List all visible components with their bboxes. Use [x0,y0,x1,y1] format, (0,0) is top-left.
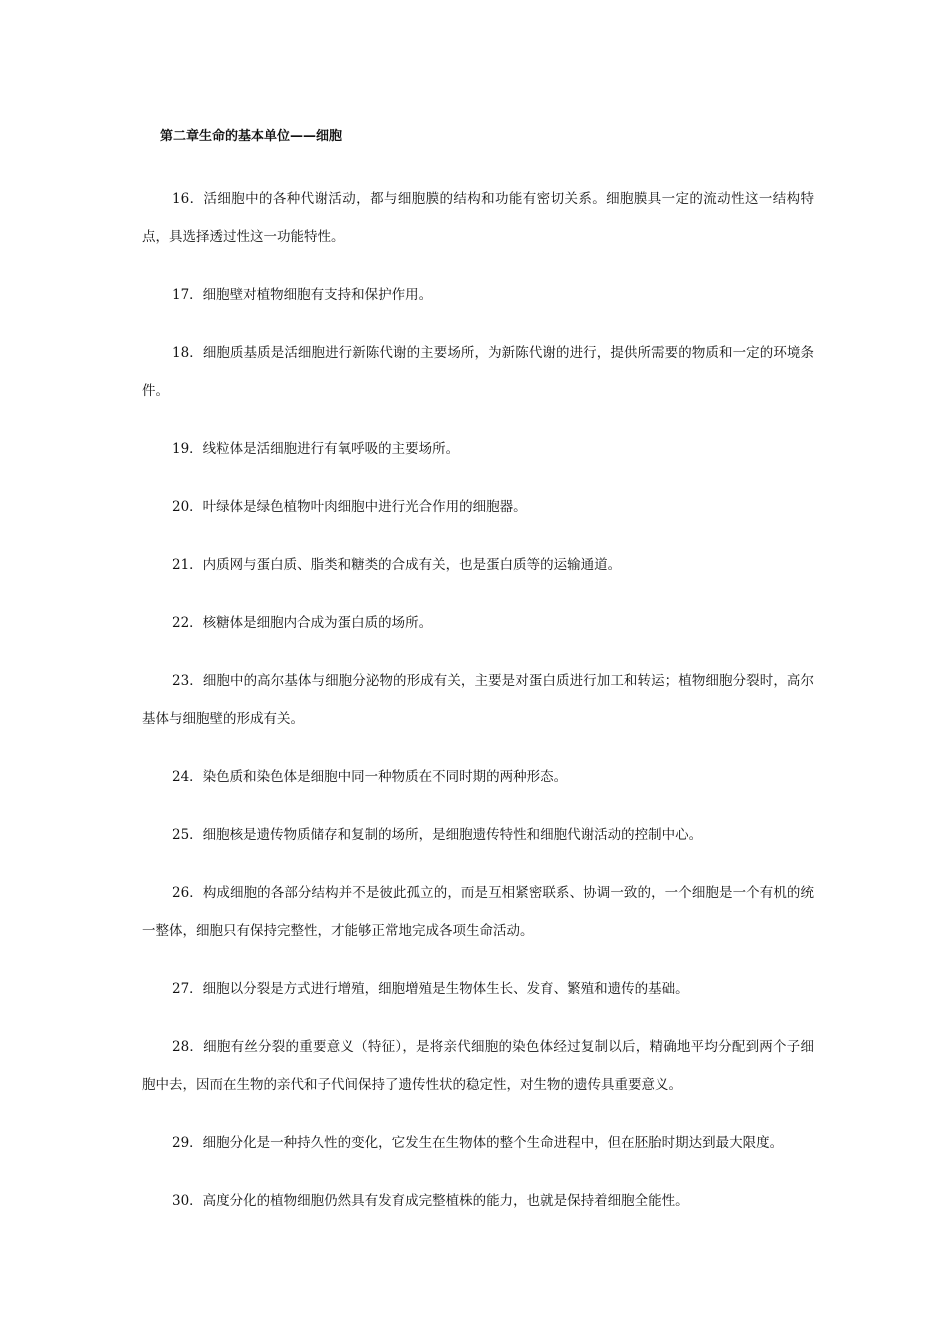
chapter-title: 第二章生命的基本单位——细胞 [160,129,343,144]
knowledge-point-17: 17．细胞壁对植物细胞有支持和保护作用。 [172,287,433,303]
knowledge-point-25: 25．细胞核是遗传物质储存和复制的场所，是细胞遗传特性和细胞代谢活动的控制中心。 [172,827,703,843]
knowledge-point-18: 18．细胞质基质是活细胞进行新陈代谢的主要场所，为新陈代谢的进行，提供所需要的物质和一定的环境条件。 [142,345,814,399]
knowledge-point-28: 28．细胞有丝分裂的重要意义（特征），是将亲代细胞的染色体经过复制以后，精确地平均分配到两个子细胞中去，因而在生物的亲代和子代间保持了遗传性状的稳定性，对生物的遗传具重要意义。 [142,1039,814,1093]
knowledge-point-22: 22．核糖体是细胞内合成为蛋白质的场所。 [172,615,433,631]
knowledge-point-21: 21．内质网与蛋白质、脂类和糖类的合成有关，也是蛋白质等的运输通道。 [172,557,622,573]
knowledge-point-30: 30．高度分化的植物细胞仍然具有发育成完整植株的能力，也就是保持着细胞全能性。 [172,1193,689,1209]
knowledge-point-20: 20．叶绿体是绿色植物叶肉细胞中进行光合作用的细胞器。 [172,499,527,515]
knowledge-point-16: 16．活细胞中的各种代谢活动，都与细胞膜的结构和功能有密切关系。细胞膜具一定的流动性这一结构特点，具选择透过性这一功能特性。 [142,191,814,245]
knowledge-point-26: 26．构成细胞的各部分结构并不是彼此孤立的，而是互相紧密联系、协调一致的，一个细胞是一个有机的统一整体，细胞只有保持完整性，才能够正常地完成各项生命活动。 [142,885,814,939]
knowledge-point-19: 19．线粒体是活细胞进行有氧呼吸的主要场所。 [172,441,460,457]
knowledge-point-23: 23．细胞中的高尔基体与细胞分泌物的形成有关，主要是对蛋白质进行加工和转运；植物细胞分裂时，高尔基体与细胞壁的形成有关。 [142,673,814,727]
knowledge-point-list [142,180,814,1220]
knowledge-point-29: 29．细胞分化是一种持久性的变化，它发生在生物体的整个生命进程中，但在胚胎时期达到最大限度。 [172,1135,784,1151]
document-body [142,127,814,1220]
knowledge-point-27: 27．细胞以分裂是方式进行增殖，细胞增殖是生物体生长、发育、繁殖和遗传的基础。 [172,981,689,997]
knowledge-point-24: 24．染色质和染色体是细胞中同一种物质在不同时期的两种形态。 [172,769,568,785]
